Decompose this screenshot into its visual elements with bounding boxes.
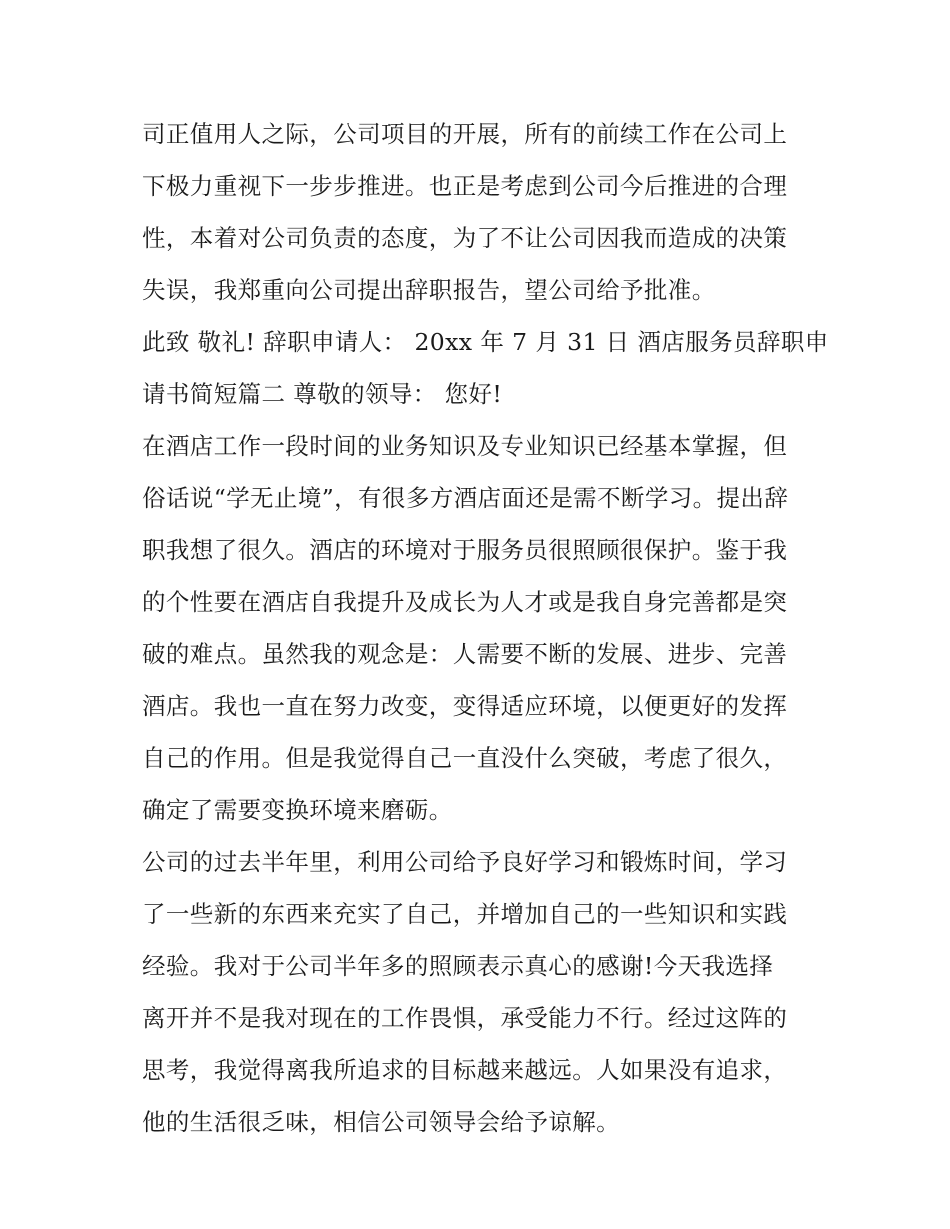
text-line: 经验。我对于公司半年多的照顾表示真心的感谢!今天我选择 — [142, 952, 774, 980]
text-line: 在酒店工作一段时间的业务知识及专业知识已经基本掌握，但 — [142, 432, 788, 460]
paragraph — [142, 836, 814, 1148]
text-line: 职我想了很久。酒店的环境对于服务员很照顾很保护。鉴于我 — [142, 536, 788, 564]
text-line: 破的难点。虽然我的观念是：人需要不断的发展、进步、完善 — [142, 640, 788, 668]
text-line: 了一些新的东西来充实了自己，并增加自己的一些知识和实践 — [142, 900, 788, 928]
text-line: 司正值用人之际，公司项目的开展，所有的前续工作在公司上 — [142, 120, 788, 148]
paragraph — [142, 420, 814, 836]
text-line: 思考，我觉得离我所追求的目标越来越远。人如果没有追求， — [142, 1056, 788, 1084]
paragraph — [142, 316, 829, 420]
text-line: 俗话说“学无止境”，有很多方酒店面还是需不断学习。提出辞 — [142, 484, 789, 512]
text-line: 确定了需要变换环境来磨砺。 — [142, 796, 453, 824]
text-line: 此致 敬礼! 辞职申请人： 20xx 年 7 月 31 日 酒店服务员辞职申 — [142, 328, 829, 356]
text-line: 酒店。我也一直在努力改变，变得适应环境，以便更好的发挥 — [142, 692, 788, 720]
text-line: 自己的作用。但是我觉得自己一直没什么突破，考虑了很久， — [142, 744, 788, 772]
text-line: 公司的过去半年里，利用公司给予良好学习和锻炼时间，学习 — [142, 848, 788, 876]
text-line: 性，本着对公司负责的态度，为了不让公司因我而造成的决策 — [142, 224, 788, 252]
text-line: 离开并不是我对现在的工作畏惧，承受能力不行。经过这阵的 — [142, 1004, 788, 1032]
text-line: 的个性要在酒店自我提升及成长为人才或是我自身完善都是突 — [142, 588, 788, 616]
text-line: 请书简短篇二 尊敬的领导： 您好! — [142, 380, 503, 408]
text-line: 下极力重视下一步步推进。也正是考虑到公司今后推进的合理 — [142, 172, 788, 200]
text-line: 他的生活很乏味，相信公司领导会给予谅解。 — [142, 1108, 620, 1136]
document-body — [142, 108, 829, 1148]
text-line: 失误，我郑重向公司提出辞职报告，望公司给予批准。 — [142, 276, 716, 304]
paragraph — [142, 108, 814, 316]
